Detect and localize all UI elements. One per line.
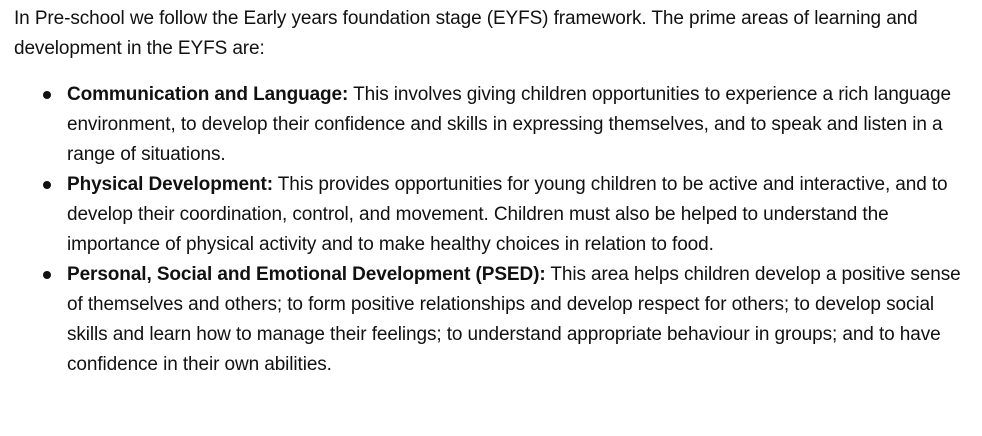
area-term: Communication and Language: [67,84,349,105]
area-term: Personal, Social and Emotional Development (PSED): [67,264,546,285]
bullet-icon [43,91,51,99]
area-description: This area helps children develop a positive sense of themselves and others; to form positive relationships and develop respect for others; to develop social skills and learn how to manage their feelings; to understand appropriate behaviour in groups; and to have confidence in their own abilities. [67,264,961,375]
area-term: Physical Development: [67,174,273,195]
area-description: This involves giving children opportunities to experience a rich language environment, to develop their confidence and skills in expressing themselves, and to speak and listen in a range of situations. [67,84,951,165]
bullet-icon [43,271,51,279]
bullet-icon [43,181,51,189]
list-item-psed [67,260,968,380]
list-item-communication-language [67,80,968,170]
area-description: This provides opportunities for young children to be active and interactive, and to develop their coordination, control, and movement. Children must also be helped to understand the importance of physical activity and to make healthy choices in relation to food. [67,174,948,255]
intro-paragraph: In Pre-school we follow the Early years foundation stage (EYFS) framework. The prime areas of learning and development in the EYFS are: [14,8,918,59]
list-item-physical-development [67,170,968,260]
prime-areas-list [14,80,968,380]
